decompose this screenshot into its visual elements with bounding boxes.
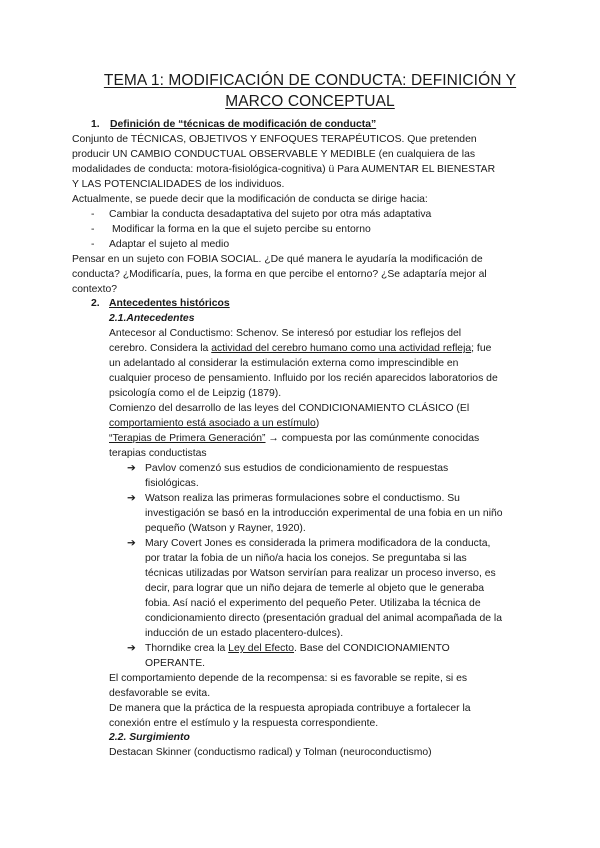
paragraph-line: desfavorable se evita.	[109, 688, 211, 699]
list-item: Modificar la forma en la que el sujeto percibe su entorno	[112, 224, 371, 235]
subsection-2-2-heading: 2.2. Surgimiento	[109, 732, 190, 743]
underlined-text: “Terapias de Primera Generación”	[109, 433, 266, 444]
list-item-line: inducción de un estado placentero-dulces).	[145, 628, 344, 639]
paragraph-line: terapias conductistas	[109, 448, 207, 459]
arrow-bullet-icon: ➔	[127, 463, 136, 474]
paragraph-line: Pensar en un sujeto con FOBIA SOCIAL. ¿De qué manera le ayudaría la modificación de	[72, 254, 483, 265]
paragraph-line: Y LAS POTENCIALIDADES de los individuos.	[72, 179, 285, 190]
arrow-bullet-icon: ➔	[127, 643, 136, 654]
list-item-line: pequeño (Watson y Rayner, 1920).	[145, 523, 306, 534]
paragraph-line: Comienzo del desarrollo de las leyes del CONDICIONAMIENTO CLÁSICO (El	[109, 403, 470, 414]
list-item-line	[145, 641, 450, 656]
list-item-line: decir, para lograr que un niño dejara de temerle al objeto que le generaba	[145, 583, 485, 594]
list-item-line: OPERANTE.	[145, 658, 206, 669]
bullet-dash: -	[91, 224, 95, 235]
paragraph-line: conexión entre el estímulo y la respuesta correspondiente.	[109, 718, 379, 729]
paragraph-line: Destacan Skinner (conductismo radical) y Tolman (neuroconductismo)	[109, 747, 432, 758]
underlined-text: Ley del Efecto	[228, 643, 295, 654]
list-item-line: por tratar la fobia de un niño/a hacia los conejos. Se preguntaba si las	[145, 553, 467, 564]
paragraph-line	[109, 431, 479, 446]
underlined-text: comportamiento está asociado a un estímulo	[109, 418, 316, 429]
paragraph-line: Conjunto de TÉCNICAS, OBJETIVOS Y ENFOQUES TERAPÉUTICOS. Que pretenden	[72, 134, 477, 145]
paragraph-line	[109, 341, 491, 356]
underlined-text: actividad del cerebro humano como una actividad refleja	[211, 343, 472, 354]
list-item-line: técnicas utilizadas por Watson servirían para realizar un proceso inverso, es	[145, 568, 496, 579]
text-run: )	[315, 418, 320, 429]
section-1-number: 1.	[91, 119, 100, 130]
paragraph-line: El comportamiento depende de la recompensa: si es favorable se repite, si es	[109, 673, 468, 684]
list-item: Cambiar la conducta desadaptativa del sujeto por otra más adaptativa	[109, 209, 432, 220]
page-title	[60, 70, 560, 112]
bullet-dash: -	[91, 209, 95, 220]
paragraph-line: psicología como el de Leipzig (1879).	[109, 388, 282, 399]
paragraph-line: un adelantado al considerar la estimulación externa como imprescindible en	[109, 358, 459, 369]
paragraph-line: producir UN CAMBIO CONDUCTUAL OBSERVABLE Y MEDIBLE (en cualquiera de las	[72, 149, 476, 160]
section-1-heading: Definición de “técnicas de modificación de conducta”	[110, 119, 377, 130]
list-item-line: fobia. Así nació el experimento del pequeño Peter. Utilizaba la técnica de	[145, 598, 481, 609]
text-run: cerebro. Considera la	[109, 343, 212, 354]
list-item: Adaptar el sujeto al medio	[109, 239, 230, 250]
subsection-2-1-heading: 2.1.Antecedentes	[109, 313, 195, 324]
text-run: . Base del CONDICIONAMIENTO	[294, 643, 450, 654]
paragraph-line	[109, 416, 319, 431]
paragraph-line: cualquier proceso de pensamiento. Influido por los recién aparecidos laboratorios de	[109, 373, 498, 384]
paragraph-line: Actualmente, se puede decir que la modificación de conducta se dirige hacia:	[72, 194, 428, 205]
list-item-line: condicionamiento directo (presentación gradual del animal acompañada de la	[145, 613, 502, 624]
list-item-line: investigación se basó en la introducción experimental de una fobia en un niño	[145, 508, 503, 519]
text-run: Thorndike crea la	[145, 643, 229, 654]
arrow-bullet-icon: ➔	[127, 493, 136, 504]
bullet-dash: -	[91, 239, 95, 250]
paragraph-line: modalidades de conducta: motora-fisiológica-cognitiva) ü Para AUMENTAR EL BIENESTAR	[72, 164, 496, 175]
paragraph-line: De manera que la práctica de la respuesta apropiada contribuye a fortalecer la	[109, 703, 471, 714]
arrow-bullet-icon: ➔	[127, 538, 136, 549]
text-run: ; fue	[471, 343, 492, 354]
text-run: → compuesta por las comúnmente conocidas	[265, 433, 480, 444]
section-2-heading: Antecedentes históricos	[109, 298, 230, 309]
list-item-line: Mary Covert Jones es considerada la primera modificadora de la conducta,	[145, 538, 491, 549]
paragraph-line: contexto?	[72, 284, 118, 295]
paragraph-line: conducta? ¿Modificaría, pues, la forma en que percibe el entorno? ¿Se adaptaría mejor al	[72, 269, 487, 280]
title-line-1: TEMA 1: MODIFICACIÓN DE CONDUCTA: DEFINICIÓN Y	[103, 72, 517, 89]
paragraph-line: Antecesor al Conductismo: Schenov. Se interesó por estudiar los reflejos del	[109, 328, 462, 339]
list-item-line: fisiológicas.	[145, 478, 199, 489]
section-2-number: 2.	[91, 298, 100, 309]
list-item-line: Pavlov comenzó sus estudios de condicionamiento de respuestas	[145, 463, 449, 474]
title-line-2: MARCO CONCEPTUAL	[225, 93, 395, 110]
list-item-line: Watson realiza las primeras formulaciones sobre el conductismo. Su	[145, 493, 460, 504]
